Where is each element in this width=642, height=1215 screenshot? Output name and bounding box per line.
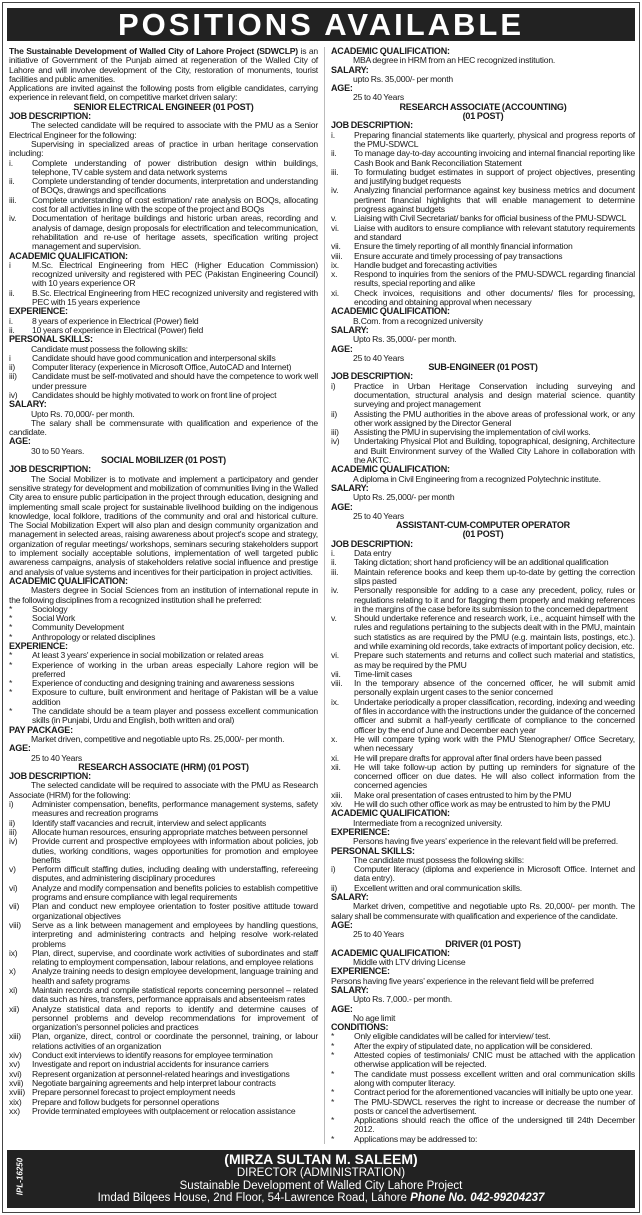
list-marker: viii.: [331, 678, 343, 689]
list-marker: ii.: [9, 324, 15, 335]
list-item: [9, 261, 318, 289]
ad-border: [2, 2, 640, 1213]
list-item-text: To formulating budget estimates in support of project objectives, presenting and justifying budget requests: [354, 166, 635, 187]
section-heading: ACADEMIC QUALIFICATION:: [331, 464, 450, 475]
list-marker: xi.: [331, 287, 339, 298]
list-item: [331, 437, 635, 465]
section-heading: JOB DESCRIPTION:: [9, 464, 91, 475]
list-item: [331, 1098, 635, 1117]
list-item-text: Exposure to culture, built environment and heritage of Pakistan will be a value addition: [32, 687, 318, 707]
list-marker: x.: [331, 269, 338, 280]
section-heading: SALARY:: [331, 892, 369, 903]
indented-text: Persons having five years' experience in the relevant field will be preferred.: [353, 836, 618, 847]
list-item-text: Experience of working in the urban areas especially Lahore region will be preferred: [32, 659, 318, 679]
list-item-text: Data entry: [354, 548, 392, 559]
list-marker: *: [331, 1087, 335, 1098]
list-item: [9, 967, 318, 986]
list-item-text: Time-limit cases: [354, 668, 413, 679]
list-item: [331, 865, 635, 884]
list-marker: i): [331, 380, 336, 391]
list-item-text: Complete understanding of cost estimation/ rate analysis on BOQs, allocating cost for all activities in line with the scope of the project and BOQs: [32, 194, 318, 215]
list-marker: xiii.: [331, 789, 343, 800]
list-item: [9, 372, 318, 391]
list-item: [9, 884, 318, 903]
list-item-text: The PMU-SDWCL reserves the right to increase or decrease the number of posts or cancel the advertisement.: [354, 1096, 635, 1116]
list-item: [331, 651, 635, 670]
list-marker: *: [9, 706, 13, 717]
list-item-text: Liaising with Civil Secretariat/ banks for official business of the PMU-SDWCL: [354, 213, 627, 224]
list-marker: vii.: [331, 668, 341, 679]
contact-organization: Sustainable Development of Walled City Lahore Project: [179, 1179, 463, 1192]
list-marker: i): [331, 864, 336, 875]
list-item: [331, 763, 635, 791]
list-marker: x): [9, 966, 16, 977]
list-item-text: Negotiate bargaining agreements and help interpret labour contracts: [32, 1077, 276, 1088]
list-item-text: Community Development: [32, 622, 124, 633]
list-marker: i: [9, 352, 11, 363]
list-item-text: Only eligible candidates will be called for interview/ test.: [354, 1031, 551, 1042]
paragraph: The Social Mobilizer is to motivate and implement a participatory and gender sensitive strategy for development and mobilization of communities living in the Walled City area to ensure public participation in the project through education, designing and implementing small scale project for sustainable livelihood building on the indigenous knowledge, local folklore, traditions of the community and oral and historical culture. The Social Mobilization Expert will also plan and design community organization and management in selected areas, raising awareness about project's scope and strategy, organization of regular meetings/ workshops, seminars securing stakeholders support to implement socially acceptable solutions, implementation of well targeted public awareness campaigns, analysis of stakeholders relative social influence and prestige and analysis of value systems and incentives for their participation in project activities.: [9, 473, 318, 577]
list-item-text: Serve as a link between management and employees by handling questions, interpreting and administering contracts and helping resolve work-related problems: [32, 919, 318, 949]
list-marker: *: [9, 659, 13, 670]
list-marker: xix): [9, 1096, 22, 1107]
list-item-text: After the expiry of stipulated date, no application will be considered.: [354, 1040, 593, 1051]
section-heading: JOB DESCRIPTION:: [331, 371, 413, 382]
list-item-text: Investigate and report on industrial accidents for insurance carriers: [32, 1059, 269, 1070]
section-heading: PERSONAL SKILLS:: [9, 334, 93, 345]
list-item-text: To manage day-to-day accounting invoicing and internal financial reporting like Cash Book and Bank Reconciliation Statement: [354, 148, 635, 168]
list-marker: i.: [331, 548, 335, 559]
columns: [7, 47, 635, 1144]
list-item: [9, 949, 318, 968]
contact-footer: [7, 1150, 635, 1208]
list-marker: xi): [9, 984, 18, 995]
section-heading: AGE:: [331, 343, 353, 354]
list-marker: xviii): [9, 1087, 25, 1098]
list-item: [9, 177, 318, 196]
list-item-text: Make oral presentation of cases entrusted to him by the PMU: [354, 789, 572, 800]
indented-text: No age limit: [353, 1012, 396, 1023]
list-item-text: 8 years of experience in Electrical (Power) field: [32, 315, 199, 326]
section-heading: ACADEMIC QUALIFICATION:: [331, 808, 450, 819]
list-marker: iv): [9, 836, 18, 847]
list-item-text: M.Sc. Electrical Engineering from HEC (Higher Education Commission) recognized university and registered with PEC (Pakistan Engineering Council) with 10 years experience OR: [32, 259, 318, 289]
list-marker: *: [331, 1096, 335, 1107]
list-marker: vi.: [331, 222, 339, 233]
list-marker: *: [9, 650, 13, 661]
contact-name: (MIRZA SULTAN M. SALEEM): [224, 1151, 418, 1168]
list-item: [331, 410, 635, 429]
section-heading: SALARY:: [331, 984, 369, 995]
section-heading: AGE:: [331, 919, 353, 930]
list-item-text: 10 years of experience in Electrical (Power) field: [32, 324, 204, 335]
list-item-text: Ensure the timely reporting of all monthly financial information: [354, 241, 573, 252]
text-line: Applications are invited against the following posts from eligible candidates, carrying experience in relevant field, on competitive market driven salary:: [9, 83, 318, 103]
indented-text: MBA degree in HRM from an HEC recognized institution.: [353, 55, 556, 66]
section-heading: AGE:: [331, 83, 353, 94]
list-marker: xi.: [331, 752, 339, 763]
list-item: [331, 698, 635, 735]
indented-text: Upto Rs. 35,000/- per month.: [353, 334, 457, 345]
list-marker: ii): [331, 408, 338, 419]
indented-text: 25 to 40 Years: [353, 92, 404, 103]
section-heading: PERSONAL SKILLS:: [331, 845, 415, 856]
section-heading: ACADEMIC QUALIFICATION:: [331, 306, 450, 317]
list-item-text: Represent organization at personnel-related hearings and investigations: [32, 1068, 290, 1079]
list-item-text: Plan, direct, supervise, and coordinate work activities of subordinates and staff relating to employment compensation, labour relations, and employee relations: [32, 947, 318, 968]
list-item-text: Prepare such statements and returns and collect such material and statistics, as may be required by the PMU: [354, 650, 635, 670]
list-item-text: The candidate should be a team player and possess excellent communication skills (in Punjabi, Urdu and English, both written and oral): [32, 706, 318, 726]
list-item-text: Contract period for the aforementioned vacancies will initially be upto one year.: [354, 1087, 633, 1098]
list-item-text: Check invoices, requisitions and other documents/ files for processing, encoding and obtaining approval when necessary: [354, 287, 635, 308]
list-marker: *: [331, 1031, 335, 1042]
list-marker: *: [9, 678, 13, 689]
list-item-text: Complete understanding of tender documents, interpretation and understanding of BOQs, drawings and specifications: [32, 176, 318, 196]
list-item-text: Analyzing financial performance against key business metrics and document pertinent financial highlights that will enable management to determine progress against budgets: [354, 185, 635, 215]
list-item-text: Maintain reference books and keep them up-to-date by getting the correction slips pasted: [354, 566, 635, 586]
list-marker: vii.: [331, 241, 341, 252]
section-heading: JOB DESCRIPTION:: [9, 771, 91, 782]
paragraph: The selected candidate will be required to associate with the PMU as a Senior Electrical Engineer for the following:: [9, 120, 318, 140]
list-item: [9, 1005, 318, 1033]
indented-text: 25 to 40 Years: [353, 352, 404, 363]
list-marker: iii.: [9, 194, 17, 205]
post-title: ASSISTANT-CUM-COMPUTER OPERATOR: [396, 520, 570, 531]
indented-text: 25 to 40 Years: [353, 929, 404, 940]
list-item-text: Analyze and modify compensation and benefits policies to establish competitive programs and ensure compliance with legal requirements: [32, 882, 318, 903]
list-marker: iv.: [331, 185, 339, 196]
list-item-text: Experience of conducting and designing training and awareness sessions: [32, 678, 295, 689]
list-item: [9, 986, 318, 1005]
list-item-text: He will take follow-up action by putting up reminders for signature of the concerned officer on due dates. He will also collect information from the concerned agencies: [354, 761, 635, 791]
list-item-text: Documentation of heritage buildings and historic urban areas, recording and analysis of damage, design proposals for electrification and telecommunication, rehabilitation and re-use of heritage assets, specification writing project management and supervision.: [32, 213, 318, 252]
indented-text: Intermediate from a recognized university.: [353, 817, 503, 828]
list-item-text: Allocate human resources, ensuring appropriate matches between personnel: [32, 826, 308, 837]
list-item: [331, 224, 635, 243]
list-item: [331, 1070, 635, 1089]
list-marker: ii.: [331, 148, 337, 159]
list-item: [9, 688, 318, 707]
list-item-text: Ensure accurate and timely processing of pay transactions: [354, 250, 563, 261]
indented-text: Candidate must possess the following skills:: [31, 343, 188, 354]
contact-address-line: [7, 1192, 635, 1205]
list-item-text: Respond to inquiries from the seniors of the PMU-SDWCL regarding financial results, special reporting and alike: [354, 269, 635, 289]
section-heading: ACADEMIC QUALIFICATION:: [9, 250, 128, 261]
list-item-text: Identify staff vacancies and recruit, interview and select applicants: [32, 817, 267, 828]
list-item-text: Prepare personnel forecast to project employment needs: [32, 1087, 236, 1098]
list-item-text: Complete understanding of power distribution design within buildings, telephone, TV cable system and data network systems: [32, 157, 318, 177]
list-item: [9, 159, 318, 178]
list-marker: viii): [9, 919, 21, 930]
section-heading: EXPERIENCE:: [331, 826, 390, 837]
list-item-text: Assisting the PMU authorities in the above areas of professional work, or any other work assigned by the Director General: [354, 408, 635, 428]
list-marker: v.: [331, 213, 337, 224]
list-marker: iv.: [9, 213, 17, 224]
list-item: [9, 391, 318, 400]
list-marker: *: [9, 613, 13, 624]
list-marker: *: [331, 1040, 335, 1051]
list-item: [331, 679, 635, 698]
ad-code: IPL-16250: [15, 1157, 25, 1196]
list-marker: ix.: [331, 696, 339, 707]
list-marker: xvi): [9, 1068, 22, 1079]
section-heading: AGE:: [9, 436, 31, 447]
list-item-text: Conduct exit interviews to identify reasons for employee termination: [32, 1050, 273, 1061]
section-heading: EXPERIENCE:: [9, 641, 68, 651]
indented-text: A diploma in Civil Engineering from a recognized Polytechnic institute.: [353, 473, 601, 484]
list-item: [9, 865, 318, 884]
section-heading: AGE:: [331, 501, 353, 512]
list-item: [9, 921, 318, 949]
list-marker: iii.: [331, 566, 339, 577]
indented-text: Upto Rs. 7,000.- per month.: [353, 994, 453, 1005]
section-heading: ACADEMIC QUALIFICATION:: [9, 575, 128, 586]
list-item-text: Computer literacy (diploma and experience in Microsoft Office. Internet and data entry).: [354, 864, 635, 884]
list-marker: ix): [9, 947, 18, 958]
list-item-text: At least 3 years' experience in social mobilization or related areas: [32, 650, 264, 661]
indented-text: 30 to 50 Years.: [31, 445, 85, 456]
intro-paragraph: [9, 47, 318, 84]
list-item: [9, 837, 318, 865]
list-marker: i.: [331, 129, 335, 140]
list-item-text: Plan, organize, direct, control or coordinate the personnel, training, or labour relations activities of an organization: [32, 1031, 318, 1051]
list-item-text: Applications may be addressed to:: [354, 1133, 478, 1144]
list-item: [331, 382, 635, 410]
text-line: Persons having five years' experience in the relevant field will be preferred: [331, 975, 594, 986]
list-item: [331, 168, 635, 187]
list-marker: *: [331, 1050, 335, 1061]
list-marker: ii.: [9, 176, 15, 187]
list-item-text: Perform difficult staffing duties, including dealing with understaffing, refereeing disputes, and administering disciplinary procedures: [32, 864, 318, 884]
indented-text: Middle with LTV driving License: [353, 957, 466, 968]
list-item: [331, 186, 635, 214]
section-heading: SALARY:: [331, 64, 369, 75]
list-item: [9, 902, 318, 921]
list-marker: x.: [331, 733, 338, 744]
list-item-text: Practice in Urban Heritage Conservation including surveying and documentation, structural analysis and design material science. quantity surveying and project management: [354, 380, 635, 410]
post-title: RESEARCH ASSOCIATE (ACCOUNTING): [399, 101, 567, 112]
paragraph: The selected candidate will be required to associate with the PMU as Research Associate (HRM) for the following:: [9, 780, 318, 800]
list-marker: xiv): [9, 1050, 22, 1061]
list-item: [331, 1116, 635, 1135]
list-item: [331, 884, 635, 893]
list-item: [9, 1032, 318, 1051]
list-item-text: Liaise with auditors to ensure compliance with relevant statutory requirements and standard: [354, 222, 635, 242]
list-item: [9, 196, 318, 215]
list-marker: vi): [9, 882, 18, 893]
list-marker: xx): [9, 1105, 20, 1116]
list-marker: i.: [9, 157, 13, 168]
page-title: POSITIONS AVAILABLE: [7, 8, 635, 41]
list-marker: vi.: [331, 650, 339, 661]
list-item: [331, 149, 635, 168]
list-item-text: Sociology: [32, 603, 68, 614]
list-marker: xv): [9, 1059, 20, 1070]
section-heading: SALARY:: [9, 399, 47, 410]
list-marker: iii): [331, 427, 339, 438]
list-item-text: Candidate should have good communication and interpersonal skills: [32, 352, 276, 363]
intro-lead: The Sustainable Development of Walled City of Lahore Project (SDWCLP): [9, 46, 298, 56]
contact-address: Imdad Bilqees House, 2nd Floor, 54-Lawrence Road, Lahore: [97, 1192, 411, 1205]
list-item: [331, 270, 635, 289]
post-title: SENIOR ELECTRICAL ENGINEER (01 POST): [73, 101, 254, 112]
list-marker: *: [9, 622, 13, 633]
post-title: RESEARCH ASSOCIATE (HRM) (01 POST): [78, 761, 249, 772]
list-marker: *: [9, 631, 13, 642]
list-marker: ii): [9, 362, 16, 373]
list-item: [9, 214, 318, 251]
list-marker: i): [9, 799, 14, 810]
section-heading: EXPERIENCE:: [331, 966, 390, 977]
list-item-text: He will do such other office work as may be entrusted to him by the PMU: [354, 799, 611, 810]
list-item-text: Provide terminated employees with outplacement or relocation assistance: [32, 1105, 296, 1116]
list-item-text: Should undertake reference and research work, i.e., acquaint himself with the rules and regulations pertaining to the subjects dealt with in the PMU, maintain such statistics as are required by the PMU (e.g. maintain lists, postings, etc.). and while examining old records, take extracts of important policy decision, etc.: [354, 613, 635, 651]
list-item-text: The candidate must possess excellent written and oral communication skills along with computer literacy.: [354, 1068, 635, 1088]
intro-text: is an initiative of Government of the Punjab aimed at regeneration of the Walled City of Lahore and will involve development of the City, restoration of monuments, tourist facilities and public amenities.: [9, 46, 318, 84]
list-marker: *: [331, 1115, 335, 1126]
list-marker: ii.: [9, 287, 15, 298]
indented-text: Upto Rs. 70,000/- per month.: [31, 408, 135, 419]
contact-phone: Phone No. 042-99204237: [410, 1192, 545, 1205]
list-item-text: Analyze statistical data and reports to identify and determine causes of personnel problems and develop recommendations for improvement of organization's personnel policies and practices: [32, 1003, 318, 1033]
contact-designation: DIRECTOR (ADMINISTRATION): [236, 1167, 406, 1180]
indented-text: Market driven, competitive and negotiable upto Rs. 25,000/- per month.: [31, 733, 285, 744]
list-item: [331, 289, 635, 308]
list-marker: iii.: [331, 166, 339, 177]
list-item-text: Maintain records and compile statistical reports concerning personnel – related data such as hires, transfers, performance appraisals and absenteeism rates: [32, 984, 318, 1005]
section-heading: SALARY:: [331, 482, 369, 493]
indented-text: Upto Rs. 25,000/- per month: [353, 492, 455, 503]
section-heading: SALARY:: [331, 324, 369, 335]
list-marker: ii): [331, 882, 338, 893]
list-marker: xii): [9, 1003, 20, 1014]
section-heading: JOB DESCRIPTION:: [331, 120, 413, 131]
list-marker: xiii): [9, 1031, 21, 1042]
list-item: [9, 661, 318, 680]
list-marker: iv.: [331, 585, 339, 596]
left-blocks: [9, 84, 318, 1116]
section-heading: AGE:: [331, 1003, 353, 1014]
list-marker: viii.: [331, 250, 343, 261]
list-marker: iii): [9, 371, 17, 382]
list-marker: *: [9, 687, 13, 698]
section-heading: ACADEMIC QUALIFICATION:: [331, 46, 450, 56]
list-item-text: Applications should reach the office of the undersigned till 24th December 2012.: [354, 1115, 635, 1135]
post-title: (01 POST): [462, 529, 504, 540]
list-marker: *: [331, 1068, 335, 1079]
left-column: [7, 47, 324, 1116]
list-marker: ix.: [331, 259, 339, 270]
list-item-text: Taking dictation; short hand proficiency will be an additional qualification: [354, 557, 609, 568]
list-item-text: Provide current and prospective employees with information about policies, job duties, working conditions, wages opportunities for promotion and employee benefits: [32, 836, 318, 865]
section-heading: PAY PACKAGE:: [9, 724, 73, 735]
list-marker: *: [9, 603, 13, 614]
list-item-text: In the temporary absence of the concerned officer, he will submit amid personally explain urgent cases to the senior concerned: [354, 678, 635, 698]
indented-text: 25 to 40 Years: [31, 752, 82, 763]
list-marker: iii): [9, 826, 17, 837]
list-marker: xvii): [9, 1077, 24, 1088]
list-item-text: Plan and conduct new employee orientation to foster positive attitude toward organizational objectives: [32, 901, 318, 921]
list-marker: vii): [9, 901, 20, 912]
list-item: [331, 586, 635, 614]
list-marker: iv): [331, 436, 340, 447]
paragraph: Market driven, competitive and negotiable upto Rs. 20,000/- per month. The salary shall be commensurate with qualification and experience of the candidate.: [331, 901, 635, 921]
post-title: SUB-ENGINEER (01 POST): [428, 362, 538, 373]
indented-text: The candidate must possess the following skills:: [353, 854, 524, 865]
list-marker: xiv.: [331, 799, 343, 810]
list-item: [331, 735, 635, 754]
list-marker: v.: [331, 613, 337, 624]
list-item: [9, 800, 318, 819]
list-item-text: Personally responsible for adding to a case any precedent, policy, rules or regulations relating to it and for flagging them properly and making references in the margins of the case before its submission to the concerned department: [354, 585, 635, 614]
list-item-text: Computer literacy (experience in Microsoft Office, AutoCAD and Internet): [32, 362, 292, 373]
section-heading: JOB DESCRIPTION:: [9, 111, 91, 122]
list-item: [9, 707, 318, 726]
indented-text: B.Com. from a recognized university: [353, 315, 483, 326]
list-marker: iv): [9, 389, 18, 400]
list-item-text: Anthropology or related disciplines: [32, 631, 156, 642]
post-title: DRIVER (01 POST): [445, 938, 521, 949]
list-marker: ii): [9, 817, 16, 828]
list-marker: i.: [9, 315, 13, 326]
paragraph: The salary shall be commensurate with qualification and experience of the candidate.: [9, 417, 318, 438]
list-item-text: Candidate must be self-motivated and should have the competence to work well under pressure: [32, 371, 318, 391]
list-item-text: Undertake periodically a proper classification, recording, indexing and weeding of files in accordance with the instructions under the guidance of the concerned officer and submit a half-yearly certificate of compliance to the concerned officer by the end of June and December each year: [354, 696, 635, 735]
indented-text: upto Rs. 35,000/- per month: [353, 73, 454, 84]
list-item: [331, 1051, 635, 1070]
list-item-text: Administer compensation, benefits, performance management systems, safety measures and recreation programs: [32, 799, 318, 819]
post-title: SOCIAL MOBILIZER (01 POST): [101, 455, 226, 466]
list-item-text: Social Work: [32, 613, 76, 624]
list-item-text: B.Sc. Electrical Engineering from HEC recognized university and registered with PEC with 15 years experience: [32, 287, 318, 308]
right-column: [325, 47, 635, 1144]
right-blocks: [331, 47, 635, 1144]
section-heading: ACADEMIC QUALIFICATION:: [331, 947, 450, 958]
section-heading: EXPERIENCE:: [9, 306, 68, 317]
list-item: [9, 289, 318, 308]
list-marker: *: [331, 1133, 335, 1144]
paragraph: Masters degree in Social Sciences from an institution of international repute in the following disciplines from a recognized institution shall he preferred:: [9, 585, 318, 605]
list-item-text: Preparing financial statements like quarterly, physical and progress reports of the PMU-SDWCL: [354, 129, 635, 149]
list-item: [331, 568, 635, 587]
indented-text: 25 to 40 Years: [353, 510, 404, 521]
list-item-text: Excellent written and oral communication skills.: [354, 882, 522, 893]
section-heading: AGE:: [9, 743, 31, 754]
list-item-text: Assisting the PMU in supervising the implementation of civil works.: [354, 427, 591, 438]
list-item: [331, 131, 635, 150]
list-item-text: Prepare and follow budgets for personnel operations: [32, 1096, 220, 1107]
list-marker: xii.: [331, 761, 341, 772]
list-marker: i: [9, 259, 11, 270]
list-item-text: Undertaking Physical Plot and Building, topographical, designing, Architecture and Built Environment survey of the Walled City Lahore in collaboration with the AKTC.: [354, 436, 635, 466]
post-title: (01 POST): [462, 111, 504, 122]
paragraph: Supervising in specialized areas of practice in urban heritage conservation including:: [9, 138, 318, 159]
list-item: [331, 614, 635, 651]
list-item-text: He will prepare drafts for approval after final orders have been passed: [354, 752, 602, 763]
list-item-text: Candidates should be highly motivated to work on front line of project: [32, 389, 277, 400]
list-marker: v): [9, 864, 16, 875]
list-item-text: Analyze training needs to design employee development, language training and health and safety programs: [32, 966, 318, 986]
list-item-text: Attested copies of testimonials/ CNIC must be attached with the application otherwise application will be rejected.: [354, 1050, 635, 1070]
list-item-text: He will compare typing work with the PMU Stenographer/ Office Secretary, when necessary: [354, 733, 635, 754]
list-item: [9, 1107, 318, 1116]
list-item: [331, 1135, 635, 1144]
section-heading: CONDITIONS:: [331, 1022, 389, 1033]
list-marker: ii.: [331, 557, 337, 568]
section-heading: JOB DESCRIPTION:: [331, 538, 413, 549]
list-item-text: Handle budget and forecasting activities: [354, 259, 497, 270]
